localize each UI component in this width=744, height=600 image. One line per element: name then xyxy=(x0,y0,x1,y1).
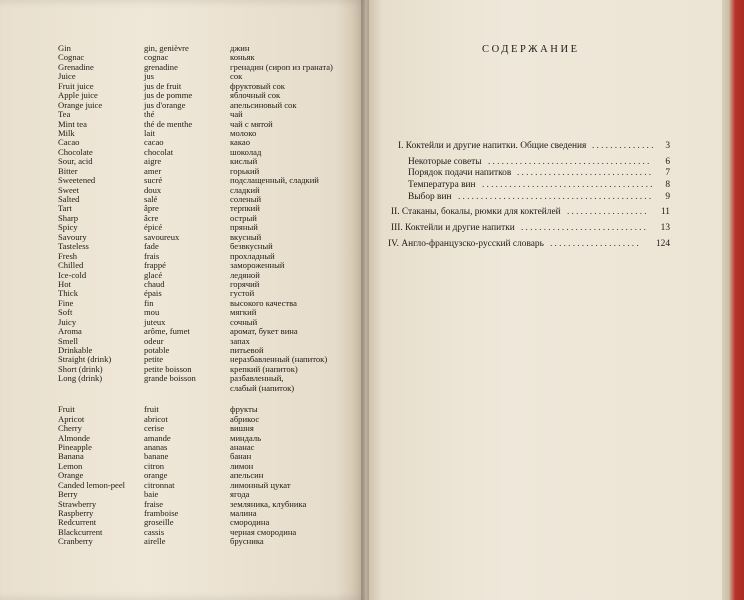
russian-term: лимон xyxy=(230,460,254,471)
vocab-row xyxy=(58,434,358,443)
vocab-row xyxy=(58,289,358,298)
vocab-row xyxy=(58,490,358,499)
contents-entry-page: 124 xyxy=(655,239,670,249)
english-term: Sour, acid xyxy=(58,156,93,167)
vocab-row xyxy=(58,452,358,461)
leader-dots: .................................... xyxy=(488,157,652,167)
russian-term: апельсин xyxy=(230,470,264,481)
contents-entry xyxy=(408,180,670,191)
vocab-row xyxy=(58,204,358,213)
french-term: cassis xyxy=(144,526,165,537)
english-term: Short (drink) xyxy=(58,363,103,374)
russian-term: брусника xyxy=(230,536,264,547)
russian-term: пряный xyxy=(230,222,258,233)
vocab-row xyxy=(58,176,358,185)
vocab-row xyxy=(58,500,358,509)
vocab-row xyxy=(58,195,358,204)
french-term: mou xyxy=(144,307,160,318)
contents-entry xyxy=(391,207,670,218)
french-term: petite boisson xyxy=(144,363,192,374)
french-term: aigre xyxy=(144,156,162,167)
english-term: Tea xyxy=(58,109,71,120)
leader-dots: .............. xyxy=(592,141,656,151)
english-term: Chocolate xyxy=(58,146,93,157)
french-term: chocolat xyxy=(144,146,174,157)
contents-entry xyxy=(408,192,670,203)
russian-term: крепкий (напиток) xyxy=(230,363,298,374)
french-term: lait xyxy=(144,127,155,138)
french-term: amande xyxy=(144,432,171,443)
english-term: Aroma xyxy=(58,326,82,337)
english-term: Gin xyxy=(58,43,71,53)
russian-term: аромат, букет вина xyxy=(230,326,298,337)
contents-entry-page: 9 xyxy=(665,192,670,202)
russian-term: неразбавленный (напиток) xyxy=(230,354,328,365)
russian-term: шоколад xyxy=(230,146,262,157)
french-term: framboise xyxy=(144,508,179,518)
french-term: gin, genièvre xyxy=(144,43,189,53)
vocab-row xyxy=(58,186,358,195)
russian-term: какао xyxy=(230,137,251,148)
russian-term: малина xyxy=(230,508,257,518)
vocab-row xyxy=(58,280,358,289)
french-term: épais xyxy=(144,288,162,299)
french-term: orange xyxy=(144,470,168,481)
english-term: Sweetened xyxy=(58,175,96,186)
vocab-row xyxy=(58,318,358,327)
english-term: Strawberry xyxy=(58,498,97,509)
russian-term: яблочный сок xyxy=(230,90,281,101)
french-term: grande boisson xyxy=(144,373,196,384)
leader-dots: ............................ xyxy=(521,223,649,233)
russian-term: вишня xyxy=(230,423,254,434)
russian-term: мягкий xyxy=(230,307,257,318)
leader-dots: .............................. xyxy=(517,168,654,178)
contents-entry-page: 11 xyxy=(660,207,670,217)
french-term: citron xyxy=(144,460,165,471)
russian-term: ягода xyxy=(230,489,250,500)
english-term: Hot xyxy=(58,278,71,289)
russian-term: острый xyxy=(230,212,257,223)
contents-entry xyxy=(408,157,670,168)
contents-entry-page: 13 xyxy=(660,223,670,233)
russian-term: сок xyxy=(230,71,243,82)
russian-term: горячий xyxy=(230,278,260,289)
french-term: airelle xyxy=(144,536,166,547)
english-term: Pineapple xyxy=(58,441,92,452)
french-term: amer xyxy=(144,165,162,176)
english-term: Juicy xyxy=(58,316,77,327)
french-term: chaud xyxy=(144,278,165,289)
french-term: fraise xyxy=(144,498,164,509)
contents-entry-label: Порядок подачи напитков xyxy=(408,168,512,178)
english-term: Cacao xyxy=(58,137,80,148)
contents-entry-page: 6 xyxy=(665,157,670,167)
english-term: Soft xyxy=(58,307,73,318)
english-term: Long (drink) xyxy=(58,373,103,384)
section-gap xyxy=(58,393,358,405)
russian-term: джин xyxy=(230,43,250,53)
russian-term: высокого качества xyxy=(230,297,297,308)
english-term: Fruit xyxy=(58,404,75,415)
english-term: Orange juice xyxy=(58,99,103,110)
leader-dots: .................... xyxy=(550,239,641,249)
russian-term: миндаль xyxy=(230,432,262,443)
french-term: juteux xyxy=(144,316,166,327)
vocab-row xyxy=(58,129,358,138)
russian-term: ледяной xyxy=(230,269,260,280)
vocab-row xyxy=(58,72,358,81)
english-term: Cognac xyxy=(58,52,85,63)
contents-entry-label: I. Коктейли и другие напитки. Общие сведения xyxy=(398,141,587,151)
russian-term: разбавленный, xyxy=(230,373,284,384)
page-edge xyxy=(722,0,744,600)
vocab-row xyxy=(58,44,358,53)
english-term: Orange xyxy=(58,470,84,481)
english-term: Savoury xyxy=(58,231,87,242)
english-term: Chilled xyxy=(58,260,84,271)
russian-term: кислый xyxy=(230,156,258,167)
english-term: Fresh xyxy=(58,250,78,261)
russian-term: смородина xyxy=(230,517,270,528)
french-term: banane xyxy=(144,451,169,462)
french-term: odeur xyxy=(144,335,164,346)
russian-term: терпкий xyxy=(230,203,260,214)
russian-term: ананас xyxy=(230,441,255,452)
english-term: Canded lemon-peel xyxy=(58,479,126,490)
french-term: doux xyxy=(144,184,162,195)
french-term: frais xyxy=(144,250,160,261)
english-term: Apricot xyxy=(58,413,85,424)
russian-term: молоко xyxy=(230,127,257,138)
french-term: fruit xyxy=(144,404,159,415)
english-term: Apple juice xyxy=(58,90,98,101)
vocab-row xyxy=(58,101,358,110)
russian-term: подслащенный, сладкий xyxy=(230,175,319,186)
french-term: glacé xyxy=(144,269,163,280)
english-term: Raspberry xyxy=(58,508,94,518)
french-term: abricot xyxy=(144,413,168,424)
english-term: Milk xyxy=(58,127,75,138)
english-term: Sweet xyxy=(58,184,80,195)
english-term: Ice-cold xyxy=(58,269,87,280)
english-term: Bitter xyxy=(58,165,78,176)
russian-term: соленый xyxy=(230,194,262,204)
russian-term: чай с мятой xyxy=(230,118,273,129)
english-term: Redcurrent xyxy=(58,517,97,528)
english-term: Thick xyxy=(58,288,79,299)
english-term: Almonde xyxy=(58,432,90,443)
french-term: citronnat xyxy=(144,479,175,490)
vocab-row xyxy=(58,252,358,261)
contents-entry-label: Выбор вин xyxy=(408,192,452,202)
russian-term: земляника, клубника xyxy=(230,498,307,509)
russian-term: лимонный цукат xyxy=(230,479,291,490)
vocab-row xyxy=(58,415,358,424)
french-term: thé de menthe xyxy=(144,118,193,129)
english-term: Tasteless xyxy=(58,241,89,252)
french-term: petite xyxy=(144,354,164,365)
vocab-row xyxy=(58,481,358,490)
english-term: Fine xyxy=(58,297,74,308)
english-term: Blackcurrent xyxy=(58,526,103,537)
vocab-row xyxy=(58,424,358,433)
russian-term: прохладный xyxy=(230,250,275,261)
vocab-row xyxy=(58,337,358,346)
leader-dots: ...................................... xyxy=(482,180,655,190)
french-term: potable xyxy=(144,345,170,355)
english-term: Straight (drink) xyxy=(58,354,112,365)
contents-entry-label: II. Стаканы, бокалы, рюмки для коктейлей xyxy=(391,207,561,217)
french-term: cerise xyxy=(144,423,165,434)
russian-term: густой xyxy=(230,288,255,299)
russian-term: запах xyxy=(230,335,250,346)
french-term: sucré xyxy=(144,175,163,186)
vocab-row xyxy=(58,110,358,119)
french-term: groseille xyxy=(144,517,174,528)
leader-dots: .................. xyxy=(567,207,649,217)
russian-term: коньяк xyxy=(230,52,255,63)
french-term: cognac xyxy=(144,52,169,63)
french-term: thé xyxy=(144,109,155,120)
vocab-row xyxy=(58,63,358,72)
russian-term: фруктовый сок xyxy=(230,80,285,91)
russian-term: черная смородина xyxy=(230,526,297,537)
contents-entry xyxy=(391,223,670,234)
french-term: arôme, fumet xyxy=(144,326,190,337)
vocab-row xyxy=(58,528,358,537)
vocab-row xyxy=(58,365,358,374)
french-term: jus d'orange xyxy=(144,99,186,110)
vocab-row xyxy=(58,82,358,91)
french-term: épicé xyxy=(144,222,163,233)
english-term: Tart xyxy=(58,203,72,214)
vocab-row xyxy=(58,157,358,166)
vocab-row xyxy=(58,271,358,280)
vocab-row xyxy=(58,405,358,414)
english-term: Banana xyxy=(58,451,84,462)
russian-term: горький xyxy=(230,165,260,176)
russian-term: апельсиновый сок xyxy=(230,99,297,110)
vocab-row xyxy=(58,537,358,546)
french-term: âcre xyxy=(144,212,159,223)
vocab-row xyxy=(58,214,358,223)
vocab-row xyxy=(58,355,358,364)
russian-term: абрикос xyxy=(230,413,260,424)
leader-dots: ........................................... xyxy=(458,192,654,202)
russian-term: слабый (напиток) xyxy=(230,382,295,393)
english-term: Salted xyxy=(58,194,80,204)
russian-term: банан xyxy=(230,451,252,462)
vocab-row xyxy=(58,138,358,147)
vocab-row xyxy=(58,462,358,471)
russian-term: питьевой xyxy=(230,345,264,355)
left-page xyxy=(0,0,365,600)
contents-entry xyxy=(388,239,670,250)
contents-entry-page: 8 xyxy=(665,180,670,190)
vocab-row xyxy=(58,299,358,308)
english-term: Smell xyxy=(58,335,79,346)
vocab-row xyxy=(58,384,358,393)
vocab-row xyxy=(58,374,358,383)
english-term: Sharp xyxy=(58,212,79,223)
vocab-row xyxy=(58,223,358,232)
russian-term: сочный xyxy=(230,316,258,327)
english-term: Juice xyxy=(58,71,76,82)
french-term: savoureux xyxy=(144,231,180,242)
english-term: Fruit juice xyxy=(58,80,94,91)
contents-entry-label: IV. Англо-французско-русский словарь xyxy=(388,239,544,249)
french-term: jus xyxy=(144,71,155,82)
english-term: Lemon xyxy=(58,460,83,471)
french-term: jus de fruit xyxy=(144,80,182,91)
vocab-row xyxy=(58,242,358,251)
vocab-row xyxy=(58,509,358,518)
french-term: cacao xyxy=(144,137,164,148)
english-term: Berry xyxy=(58,489,78,500)
vocab-row xyxy=(58,308,358,317)
french-term: fade xyxy=(144,241,159,252)
french-term: fin xyxy=(144,297,154,308)
russian-term: гренадин (сироп из граната) xyxy=(230,61,333,72)
english-term: Cherry xyxy=(58,423,82,434)
vocab-row xyxy=(58,261,358,270)
russian-term: чай xyxy=(230,109,243,120)
contents-entry-page: 7 xyxy=(665,168,670,178)
russian-term: безвкусный xyxy=(230,241,273,252)
vocab-row xyxy=(58,233,358,242)
russian-term: сладкий xyxy=(230,184,260,195)
contents-entry-label: Температура вин xyxy=(408,180,476,190)
vocab-row xyxy=(58,327,358,336)
contents-title: СОДЕРЖАНИЕ xyxy=(482,44,580,55)
vocab-row xyxy=(58,148,358,157)
contents-entry xyxy=(408,168,670,179)
french-term: salé xyxy=(144,194,158,204)
vocab-row xyxy=(58,91,358,100)
english-term: Mint tea xyxy=(58,118,87,129)
vocab-row xyxy=(58,120,358,129)
french-term: frappé xyxy=(144,260,166,271)
book-gutter xyxy=(361,0,369,600)
vocab-row xyxy=(58,443,358,452)
right-page xyxy=(365,0,722,600)
french-term: baie xyxy=(144,489,159,500)
vocabulary-table xyxy=(58,44,358,547)
vocab-row xyxy=(58,518,358,527)
french-term: jus de pomme xyxy=(144,90,193,101)
contents-entry xyxy=(398,141,670,152)
french-term: grenadine xyxy=(144,61,178,72)
french-term: âpre xyxy=(144,203,159,214)
contents-entry-label: III. Коктейли и другие напитки xyxy=(391,223,515,233)
english-term: Cranberry xyxy=(58,536,93,547)
english-term: Drinkable xyxy=(58,345,93,355)
contents-entry-label: Некоторые советы xyxy=(408,157,482,167)
french-term: ananas xyxy=(144,441,168,452)
contents-entry-page: 3 xyxy=(665,141,670,151)
russian-term: вкусный xyxy=(230,231,262,242)
russian-term: замороженный xyxy=(230,260,285,271)
english-term: Grenadine xyxy=(58,61,94,72)
english-term: Spicy xyxy=(58,222,78,233)
russian-term: фрукты xyxy=(230,404,258,415)
